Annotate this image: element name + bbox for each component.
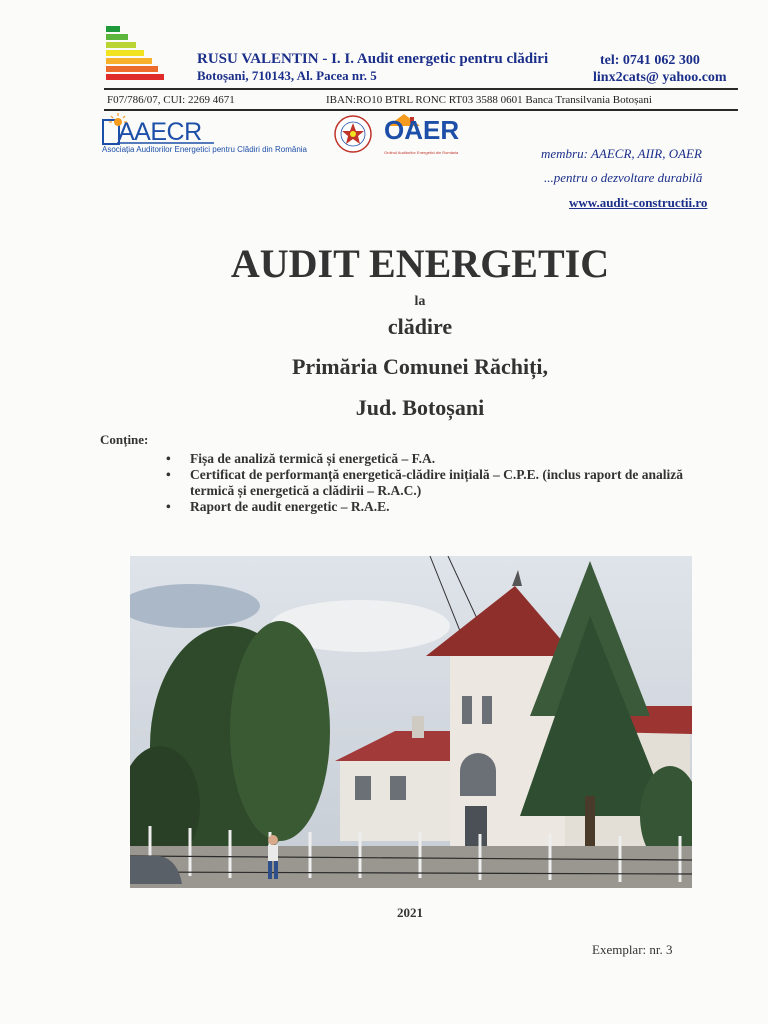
website-link[interactable]: www.audit-constructii.ro xyxy=(569,195,708,210)
energy-bar-e xyxy=(106,58,152,64)
title-building-type: clădire xyxy=(387,314,453,339)
aaecr-logo-text: AAECR xyxy=(118,118,202,146)
title-building-name: Primăria Comunei Răchiți, xyxy=(291,354,549,379)
energy-bar-d xyxy=(106,50,144,56)
oaer-logo-text: OAER xyxy=(384,115,460,145)
membership-line: membru: AAECR, AIIR, OAER xyxy=(541,146,702,161)
energy-bar-b xyxy=(106,34,128,40)
contents-item: • Raport de audit energetic – R.A.E. xyxy=(166,499,726,515)
copy-number: Exemplar: nr. 3 xyxy=(592,942,673,957)
document-title: AUDIT ENERGETIC xyxy=(230,241,610,286)
header-divider-top xyxy=(104,88,738,90)
company-address: Botoșani, 710143, Al. Pacea nr. 5 xyxy=(197,68,377,83)
title-county: Jud. Botoșani xyxy=(355,395,485,420)
contents-item: • Certificat de performanță energetică-clădire inițială – C.P.E. (inclus raport de analiză termică și energetică a clădirii – R.A.C.) xyxy=(166,467,726,499)
contents-list xyxy=(166,451,726,515)
aiir-seal-logo xyxy=(333,114,373,154)
contents-item: • Fișa de analiză termică și energetică – F.A. xyxy=(166,451,726,467)
energy-bar-a xyxy=(106,26,120,32)
company-email: linx2cats@ yahoo.com xyxy=(593,70,727,85)
building-photo xyxy=(130,556,692,888)
company-name: RUSU VALENTIN - I. I. Audit energetic pentru clădiri xyxy=(197,51,549,67)
motto-line: ...pentru o dezvoltare durabilă xyxy=(544,170,703,185)
document-year: 2021 xyxy=(397,905,423,920)
energy-label-logo xyxy=(106,26,168,82)
fiscal-code: F07/786/07, CUI: 2269 4671 xyxy=(107,94,235,106)
oaer-logo-subtitle: Ordinul Auditorilor Energetici din România xyxy=(384,150,459,155)
title-preposition: la xyxy=(414,294,426,309)
bank-account: IBAN:RO10 BTRL RONC RT03 3588 0601 Banca Transilvania Botoșani xyxy=(326,94,652,106)
aaecr-logo-subtitle: Asociația Auditorilor Energetici pentru Clădiri din România xyxy=(102,145,307,154)
contents-label: Conține: xyxy=(100,432,149,447)
energy-bar-g xyxy=(106,74,164,80)
energy-bar-f xyxy=(106,66,158,72)
energy-bar-c xyxy=(106,42,136,48)
company-phone: tel: 0741 062 300 xyxy=(600,53,700,68)
